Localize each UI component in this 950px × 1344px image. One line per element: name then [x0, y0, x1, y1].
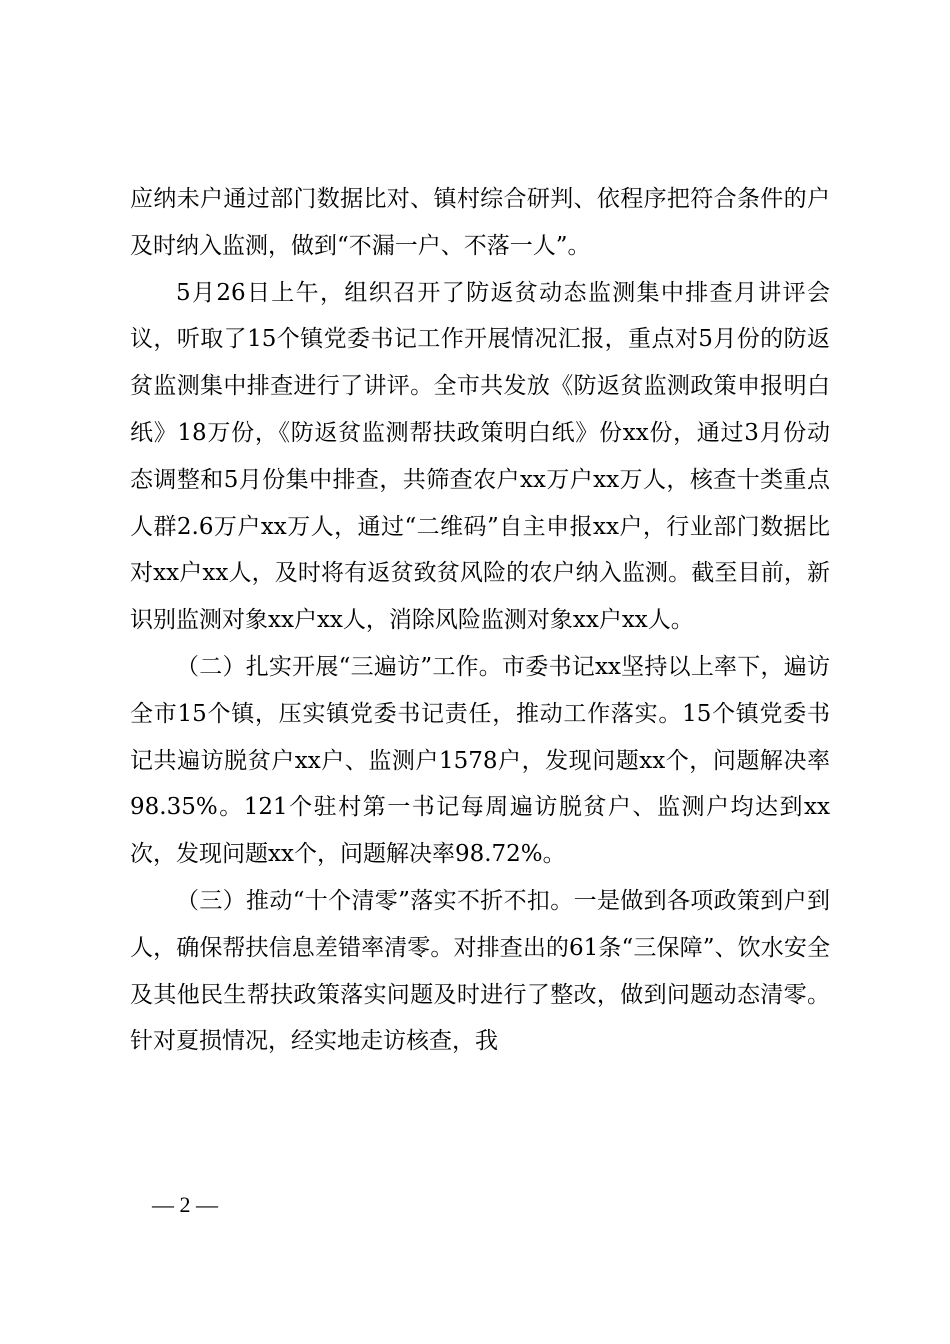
- page-number: — 2 —: [152, 1192, 218, 1217]
- paragraph-three-visits: （二）扎实开展“三遍访”工作。市委书记xx坚持以上率下，遍访全市15个镇，压实镇党委书记责任，推动工作落实。15个镇党委书记共遍访脱贫户xx户、监测户1578户，发现问题xx个，问题解决率98.35%。121个驻村第一书记每周遍访脱贫户、监测户均达到xx次，发现问题xx个，问题解决率98.72%。: [130, 653, 830, 868]
- body-text: [130, 176, 830, 1065]
- paragraph-continued: 应纳未户通过部门数据比对、镇村综合研判、依程序把符合条件的户及时纳入监测，做到“不漏一户、不落一人”。: [130, 186, 830, 259]
- paragraph-monitoring-meeting: 5月26日上午，组织召开了防返贫动态监测集中排查月讲评会议，听取了15个镇党委书记工作开展情况汇报，重点对5月份的防返贫监测集中排查进行了讲评。全市共发放《防返贫监测政策申报明白纸》18万份，《防返贫监测帮扶政策明白纸》份xx份，通过3月份动态调整和5月份集中排查，共筛查农户xx万户xx万人，核查十类重点人群2.6万户xx万人，通过“二维码”自主申报xx户，行业部门数据比对xx户xx人，及时将有返贫致贫风险的农户纳入监测。截至目前，新识别监测对象xx户xx人，消除风险监测对象xx户xx人。: [130, 279, 830, 634]
- paragraph-ten-clearances: （三）推动“十个清零”落实不折不扣。一是做到各项政策到户到人，确保帮扶信息差错率清零。对排查出的61条“三保障”、饮水安全及其他民生帮扶政策落实问题及时进行了整改，做到问题动态清零。针对夏损情况，经实地走访核查，我: [130, 887, 830, 1055]
